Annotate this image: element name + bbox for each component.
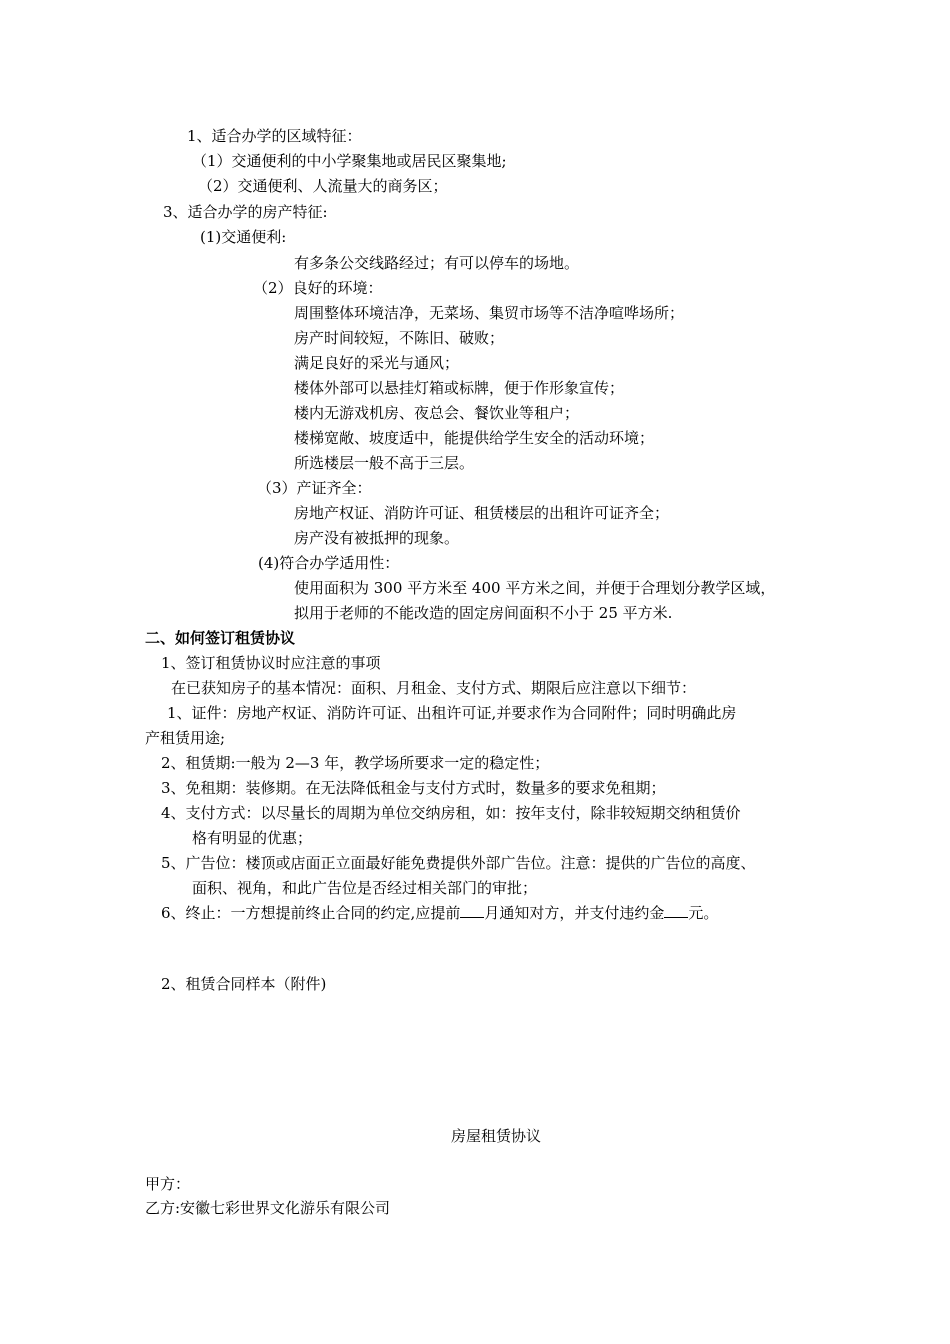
list-item: 1、证件：房地产权证、消防许可证、出租许可证,并要求作为合同附件；同时明确此房 [167, 704, 737, 722]
termination-text-end: 元。 [688, 904, 719, 922]
list-item: 拟用于老师的不能改造的固定房间面积不小于 25 平方米. [294, 604, 673, 622]
sub-heading: (4)符合办学适用性： [258, 554, 400, 572]
sub-heading: （2）良好的环境： [253, 279, 383, 297]
list-item: 楼内无游戏机房、夜总会、餐饮业等租户； [294, 404, 580, 422]
list-item: 楼体外部可以悬挂灯箱或标牌，便于作形象宣传； [294, 379, 625, 397]
list-item: 所选楼层一般不高于三层。 [294, 454, 475, 472]
list-item-continuation: 格有明显的优惠； [192, 829, 313, 847]
section-heading: 二、如何签订租赁协议 [145, 629, 296, 647]
list-item: 2、租赁期:一般为 2—3 年，教学场所要求一定的稳定性； [161, 754, 550, 772]
sub-heading: （3）产证齐全： [257, 479, 372, 497]
list-item: 满足良好的采光与通风； [294, 354, 460, 372]
region-features-heading: 1、适合办学的区域特征： [187, 127, 362, 145]
list-item: （1）交通便利的中小学聚集地或居民区聚集地; [192, 152, 507, 170]
termination-text-start: 6、终止：一方想提前终止合同的约定,应提前 [161, 904, 461, 922]
list-item: 房地产权证、消防许可证、租赁楼层的出租许可证齐全； [294, 504, 670, 522]
list-item: 使用面积为 300 平方米至 400 平方米之间，并便于合理划分教学区域， [294, 579, 776, 597]
list-item: 3、免租期：装修期。在无法降低租金与支付方式时，数量多的要求免租期； [161, 779, 666, 797]
property-features-heading: 3、适合办学的房产特征: [163, 203, 328, 221]
list-item: 4、支付方式：以尽量长的周期为单位交纳房租，如：按年支付，除非较短期交纳租赁价 [161, 804, 741, 822]
party-b-label: 乙方:安徽七彩世界文化游乐有限公司 [145, 1199, 391, 1217]
termination-text-middle: 月通知对方，并支付违约金 [484, 904, 665, 922]
list-item: 房产没有被抵押的现象。 [294, 529, 460, 547]
list-item: （2）交通便利、人流量大的商务区； [198, 177, 448, 195]
list-item-continuation: 产租赁用途; [145, 729, 226, 747]
contract-title: 房屋租赁协议 [451, 1127, 542, 1145]
list-item: 房产时间较短，不陈旧、破败； [294, 329, 505, 347]
penalty-amount-blank [664, 903, 688, 918]
list-item: 周围整体环境洁净，无菜场、集贸市场等不洁净喧哗场所； [294, 304, 685, 322]
list-item: 5、广告位：楼顶或店面正立面最好能免费提供外部广告位。注意：提供的广告位的高度、 [161, 854, 756, 872]
sub-heading: 1、签订租赁协议时应注意的事项 [161, 654, 381, 672]
paragraph: 在已获知房子的基本情况：面积、月租金、支付方式、期限后应注意以下细节： [171, 679, 697, 697]
list-item [161, 903, 718, 923]
notice-months-blank [460, 903, 484, 918]
party-a-label: 甲方： [145, 1175, 191, 1193]
sub-heading: 2、租赁合同样本（附件) [161, 975, 327, 993]
list-item-continuation: 面积、视角，和此广告位是否经过相关部门的审批； [192, 879, 538, 897]
list-item: 楼梯宽敞、坡度适中，能提供给学生安全的活动环境； [294, 429, 655, 447]
sub-heading: (1)交通便利: [200, 228, 287, 246]
list-item: 有多条公交线路经过；有可以停车的场地。 [294, 254, 580, 272]
